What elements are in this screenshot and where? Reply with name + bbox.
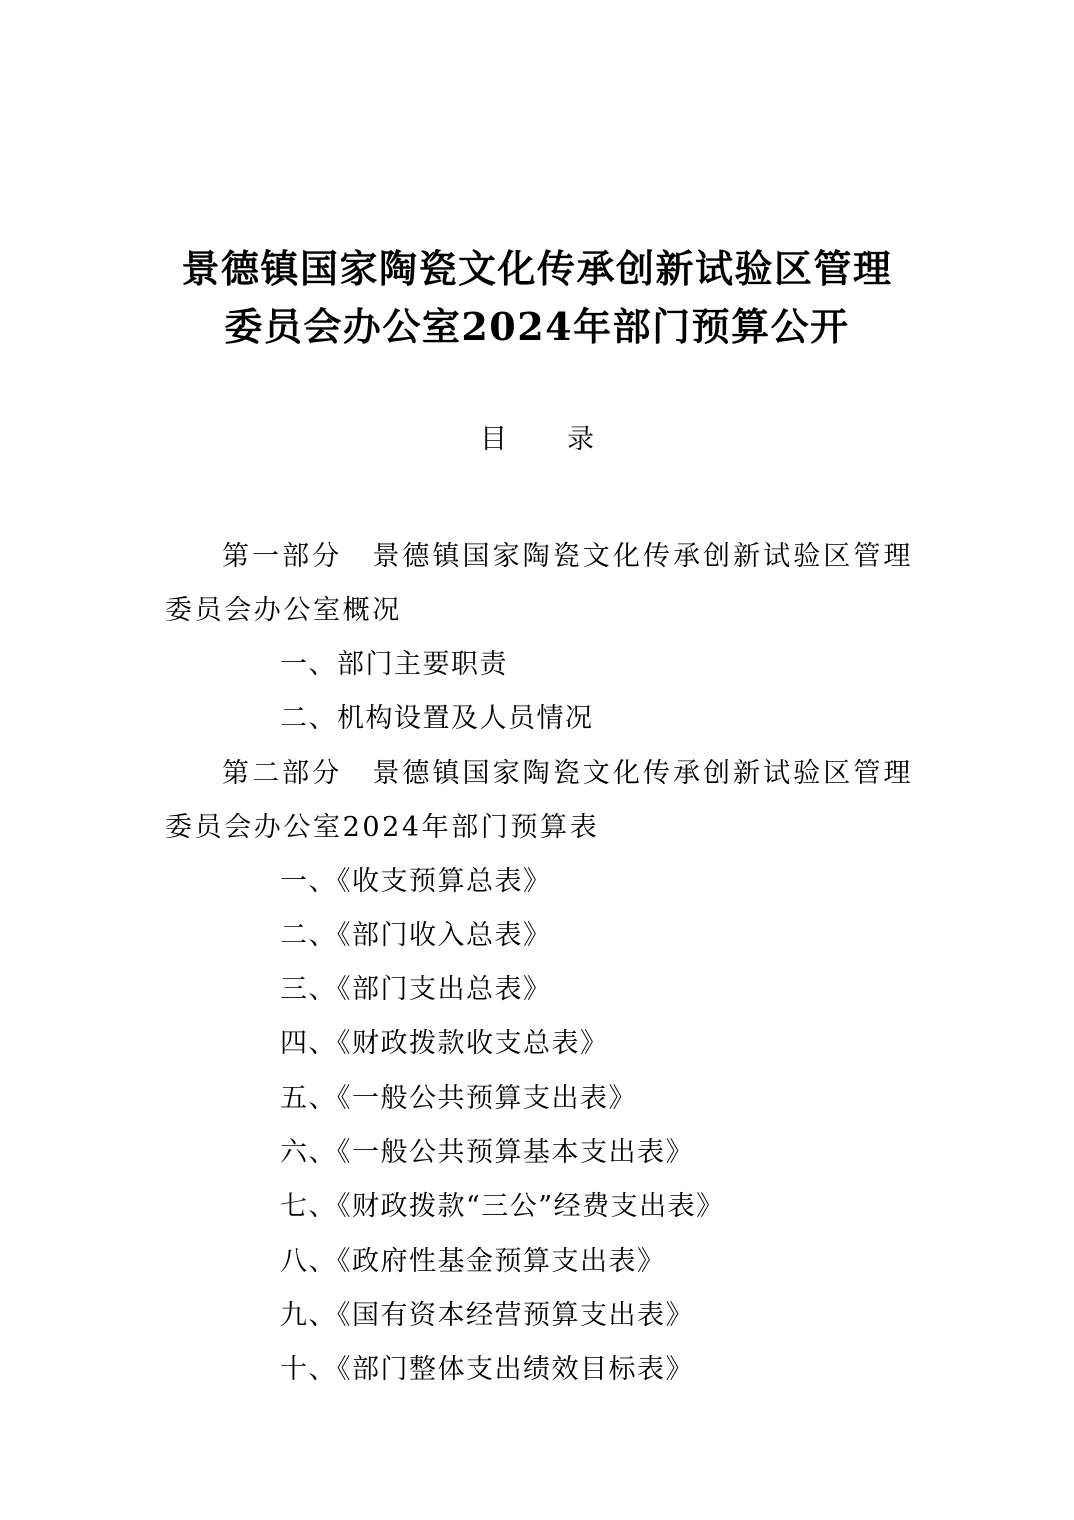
document-title-line-2: 委员会办公室2024年部门预算公开 <box>224 304 850 349</box>
toc-part-2: 第二部分 景德镇国家陶瓷文化传承创新试验区管理委员会办公室2024年部门预算表 <box>165 757 913 843</box>
toc-item: 八、《政府性基金预算支出表》 <box>280 1245 666 1277</box>
toc-item: 二、机构设置及人员情况 <box>280 703 594 735</box>
toc-item: 二、《部门收入总表》 <box>280 919 552 951</box>
toc-heading-right: 录 <box>567 424 594 455</box>
toc-item: 三、《部门支出总表》 <box>280 974 552 1006</box>
document-title-line-1: 景德镇国家陶瓷文化传承创新试验区管理 <box>181 246 893 291</box>
toc-item: 九、《国有资本经营预算支出表》 <box>280 1299 694 1331</box>
toc-item: 四、《财政拨款收支总表》 <box>280 1028 609 1060</box>
toc-item: 一、部门主要职责 <box>280 649 508 680</box>
toc-item: 一、《收支预算总表》 <box>280 865 552 897</box>
toc-part-1: 第一部分 景德镇国家陶瓷文化传承创新试验区管理委员会办公室概况 <box>165 541 913 626</box>
toc-item: 六、《一般公共预算基本支出表》 <box>280 1137 694 1169</box>
toc-item: 五、《一般公共预算支出表》 <box>280 1082 637 1114</box>
toc-heading-left: 目 <box>480 424 507 455</box>
toc-item: 十、《部门整体支出绩效目标表》 <box>280 1354 694 1386</box>
toc-item: 七、《财政拨款“三公”经费支出表》 <box>280 1191 725 1223</box>
toc-heading <box>0 426 1074 453</box>
table-of-contents <box>165 530 913 1398</box>
